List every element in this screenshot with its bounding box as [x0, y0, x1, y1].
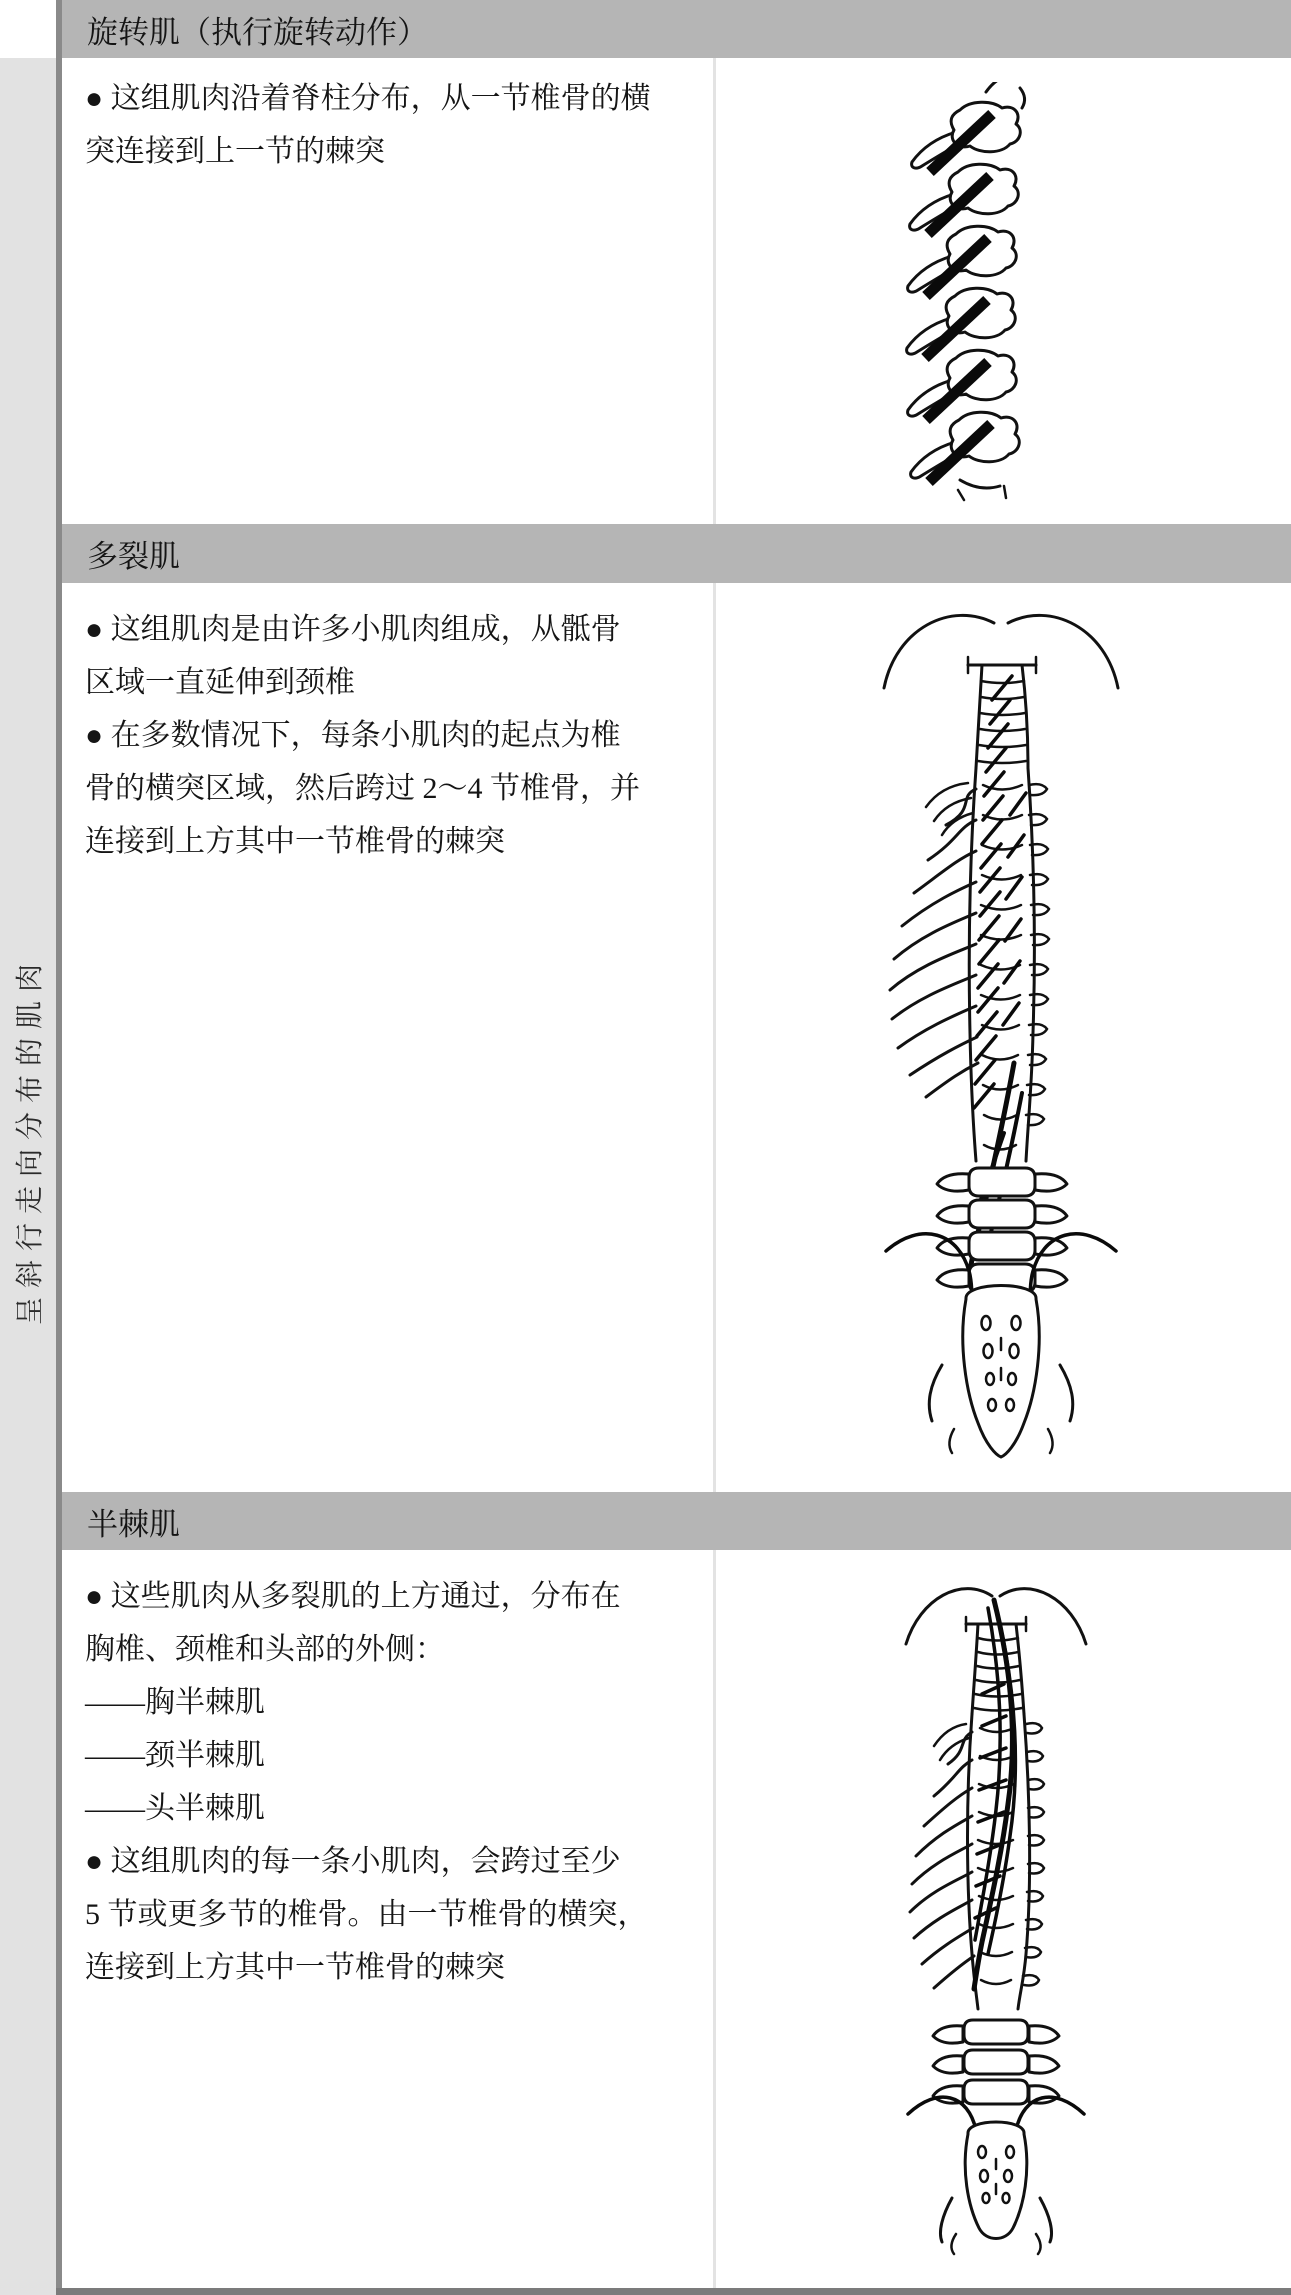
section-header-label: 旋转肌（执行旋转动作） — [87, 14, 428, 50]
rotatores-spine-illustration — [898, 82, 1078, 507]
text-line: 5 节或更多节的椎骨。由一节椎骨的横突， — [85, 1898, 648, 1931]
text-line: ● 这组肌肉沿着脊柱分布，从一节椎骨的横 — [85, 82, 651, 115]
section-text-multifidus — [62, 583, 713, 1492]
section-row-multifidus — [62, 583, 1291, 1492]
text-line: ——胸半棘肌 — [85, 1686, 265, 1719]
text-line: 骨的横突区域，然后跨过 2～4 节椎骨，并 — [85, 772, 640, 805]
sidebar-vertical-label: 呈斜行走向分布的肌肉 — [15, 954, 46, 1326]
text-line: 突连接到上一节的棘突 — [85, 135, 385, 168]
table — [62, 0, 1291, 2295]
text-line: ● 这组肌肉是由许多小肌肉组成，从骶骨 — [85, 613, 621, 646]
text-line: 连接到上方其中一节椎骨的棘突 — [85, 825, 505, 858]
section-header-rotatores — [62, 0, 1291, 58]
section-header-label: 多裂肌 — [87, 539, 180, 574]
section-row-semispinalis — [62, 1550, 1291, 2288]
section-header-semispinalis — [62, 1492, 1291, 1550]
semispinalis-spine-illustration — [896, 1574, 1096, 2274]
text-line: 连接到上方其中一节椎骨的棘突 — [85, 1951, 505, 1984]
section-header-label: 半棘肌 — [87, 1506, 180, 1542]
text-line: ● 在多数情况下，每条小肌肉的起点为椎 — [85, 719, 621, 752]
section-row-rotatores — [62, 58, 1291, 524]
illustration-cell-rotatores — [716, 58, 1291, 524]
text-line: ——颈半棘肌 — [85, 1739, 265, 1772]
section-text-rotatores — [62, 58, 713, 524]
illustration-cell-semispinalis — [716, 1550, 1291, 2288]
text-line: ● 这些肌肉从多裂肌的上方通过，分布在 — [85, 1580, 621, 1613]
text-line: 胸椎、颈椎和头部的外侧： — [85, 1633, 445, 1666]
multifidus-spine-illustration — [876, 593, 1126, 1465]
section-header-multifidus — [62, 524, 1291, 583]
illustration-cell-multifidus — [716, 583, 1291, 1492]
section-text-semispinalis — [62, 1550, 713, 2288]
text-line: 区域一直延伸到颈椎 — [85, 666, 355, 699]
text-line: ——头半棘肌 — [85, 1792, 265, 1825]
text-line: ● 这组肌肉的每一条小肌肉，会跨过至少 — [85, 1845, 621, 1878]
